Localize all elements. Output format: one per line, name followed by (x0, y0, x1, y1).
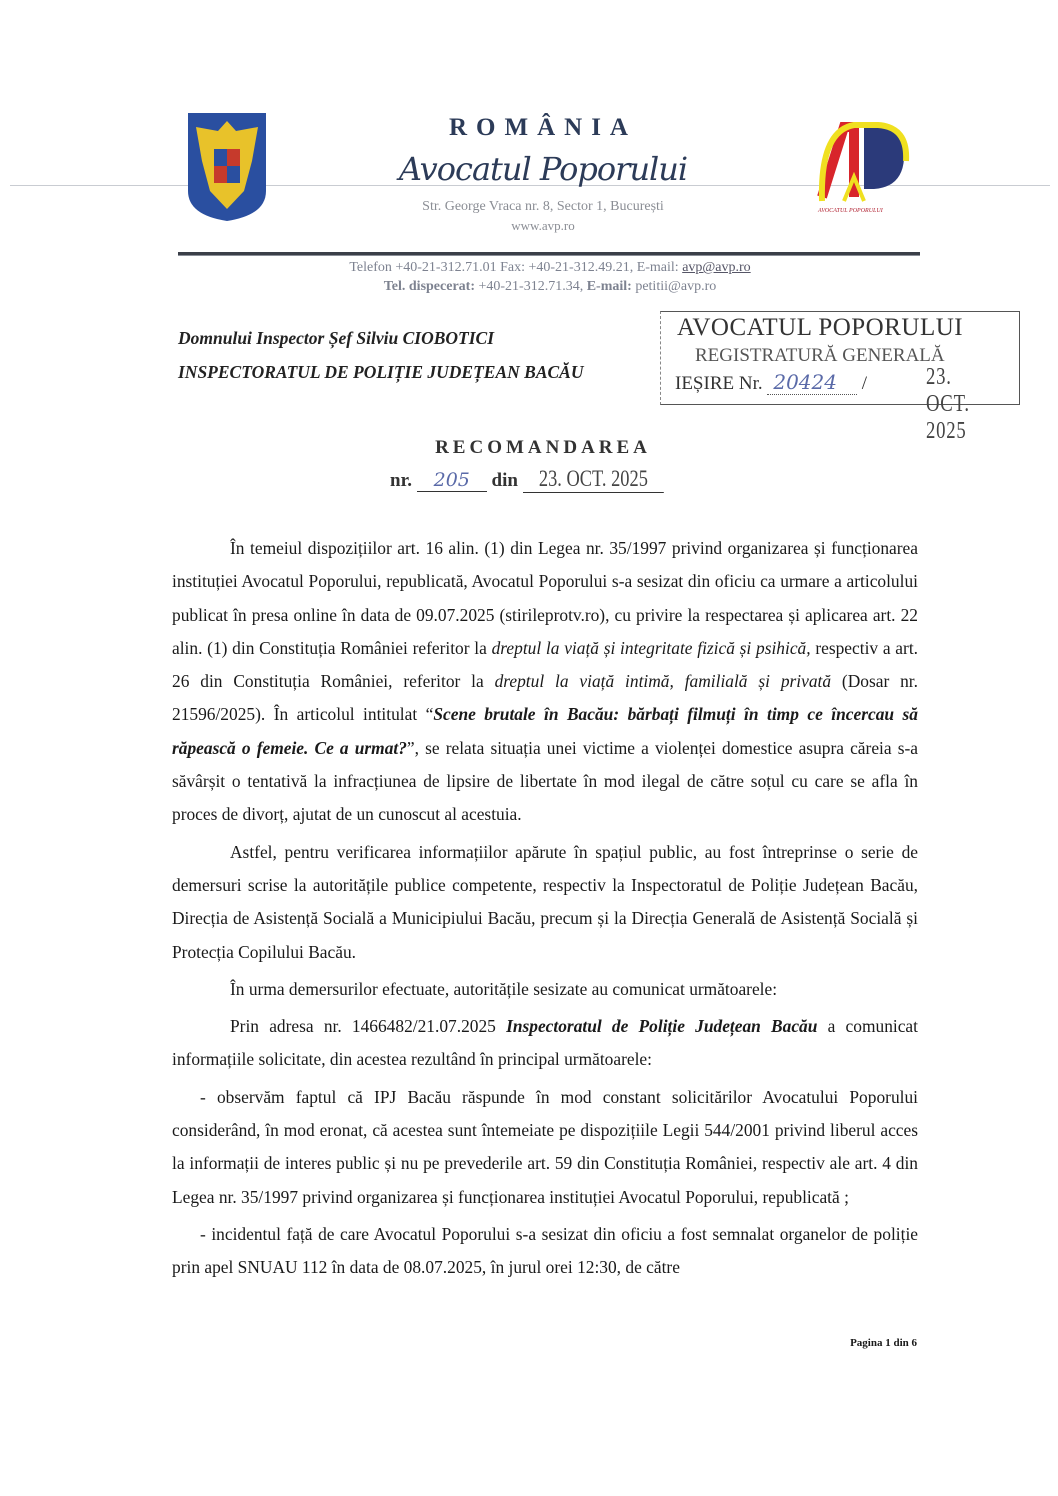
document-number-line (390, 466, 699, 493)
addressee-name: Domnului Inspector Șef Silviu CIOBOTICI (178, 328, 495, 348)
registry-stamp (660, 311, 1020, 444)
text-segment: Astfel, pentru verificarea informațiilor apărute în spațiul public, au fost întreprinse o serie de demersuri scrise la autoritățile publice competente, respectiv la Inspectoratul de Poliție Județean Bacău, Direcția de Asistență Socială a Municipiului Bacău, precum și la Direcția Generală de Asistență Socială și Protecția Copilului Bacău. (172, 841, 918, 962)
emphasis-segment: dreptul la viață și integritate fizică și psihică, (491, 637, 811, 658)
page-number: Pagina 1 din 6 (850, 1337, 917, 1349)
dispatch-label: Tel. dispecerat: (383, 279, 475, 294)
emphasis-segment: Inspectoratul de Poliție Județean Bacău (506, 1016, 818, 1037)
dispatch-line (200, 279, 900, 295)
paragraph (172, 532, 918, 832)
text-segment: respectiv a art. 26 din Constituția României, referitor la (172, 637, 918, 692)
stamp-subtitle: REGISTRATURĂ GENERALĂ (695, 345, 945, 366)
coat-of-arms-icon (186, 111, 268, 223)
institution-website: www.avp.ro (511, 218, 575, 233)
country-heading: ROMÂNIA (449, 114, 637, 141)
petitions-email[interactable]: petitii@avp.ro (631, 279, 717, 294)
institution-name: Avocatul Poporului (398, 150, 688, 188)
text-segment: (Dosar nr. 21596/2025). În articolul intitulat “ (172, 671, 918, 725)
text-segment: - observăm faptul că IPJ Bacău răspunde în mod constant solicitărilor Avocatului Poporului considerând, în mod eronat, că acestea sunt întemeiate pe dispozițiile Legii 544/2001 privind liberul acces la informații de interes public și nu pe prevederile art. 59 din Constituția României, respectiv ale art. 4 din Legea nr. 35/1997 privind organizarea și funcționarea instituției Avocatul Poporului, republicată ; (172, 1086, 918, 1207)
document-title: RECOMANDAREA (435, 437, 651, 458)
paragraph (172, 1010, 918, 1077)
svg-text:AVOCATUL POPORULUI: AVOCATUL POPORULUI (818, 208, 883, 214)
text-segment: - incidentul față de care Avocatul Poporului s-a sesizat din oficiu a fost semnalat organelor de poliție prin apel SNUAU 112 în data de 08.07.2025, în jurul orei 12:30, de către (172, 1223, 918, 1278)
paragraph (172, 973, 918, 1006)
text-segment: Prin adresa nr. 1466482/21.07.2025 (230, 1016, 507, 1037)
paragraph (172, 836, 918, 969)
dispatch-phone: +40-21-312.71.34, (474, 279, 587, 294)
phone-fax: Telefon +40-21-312.71.01 Fax: +40-21-312.49.21, E-mail: (349, 260, 683, 275)
email-label: E-mail: (586, 279, 632, 294)
din-label: din (491, 470, 518, 491)
email-link[interactable]: avp@avp.ro (682, 260, 751, 275)
text-segment: ”, se relata situația unei victime a violenței domestice asupra căreia s-a săvârșit o tentativă la infracțiunea de lipsire de libertate în mod ilegal de către soțul cu care se afla în proces de divorț, ajutat de un cunoscut al acestuia. (172, 737, 918, 825)
stamp-exit-label: IEȘIRE Nr. (675, 373, 763, 394)
nr-value: 205 (417, 469, 487, 492)
institution-address: Str. George Vraca nr. 8, Sector 1, București (422, 199, 664, 214)
emphasis-segment: dreptul la viață intimă, familială și privată (494, 671, 832, 692)
contact-line (200, 260, 900, 276)
addressee-institution: INSPECTORATUL DE POLIȚIE JUDEȚEAN BACĂU (178, 362, 584, 382)
stamp-exit-number: 20424 (767, 370, 857, 395)
document-body (172, 532, 918, 1289)
stamp-title: AVOCATUL POPORULUI (677, 314, 964, 341)
nr-label: nr. (390, 470, 413, 491)
text-segment: a comunicat informațiile solicitate, din acestea rezultând în principal următoarele: (172, 1016, 918, 1070)
list-item (172, 1081, 918, 1214)
stamp-separator: / (861, 373, 868, 394)
document-date: 23. OCT. 2025 (523, 466, 664, 493)
header-divider (178, 252, 920, 256)
text-segment: În urma demersurilor efectuate, autoritățile sesizate au comunicat următoarele: (230, 978, 778, 999)
stamp-exit (675, 370, 867, 395)
emphasis-segment: Scene brutale în Bacău: bărbați filmuți în timp ce încercau să răpească o femeie. Ce a urmat? (172, 704, 918, 758)
stamp-date: 23. OCT. 2025 (926, 364, 970, 444)
text-segment: În temeiul dispozițiilor art. 16 alin. (1) din Legea nr. 35/1997 privind organizarea și funcționarea instituției Avocatul Poporului, republicată, Avocatul Poporului s-a sesizat din oficiu ca urmare a articolului publicat în presa online în data de 09.07.2025 (stirileprotv.ro), cu privire la respectarea și aplicarea art. 22 alin. (1) din Constituția României referitor la (172, 538, 918, 658)
list-item (172, 1218, 918, 1285)
avp-logo-icon (814, 117, 912, 217)
